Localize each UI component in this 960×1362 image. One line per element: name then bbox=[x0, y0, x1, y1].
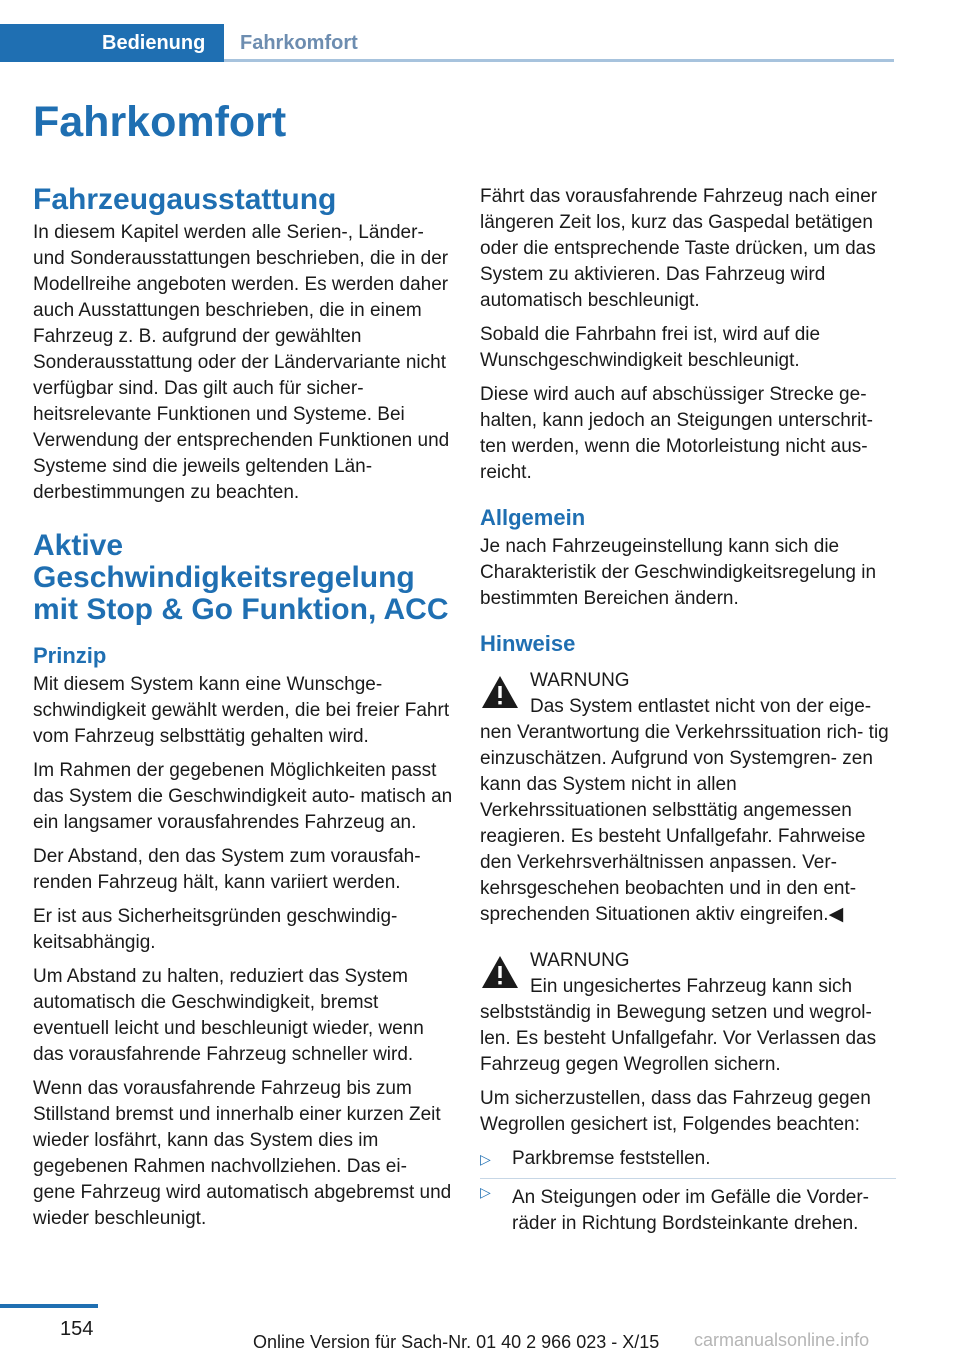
paragraph: Um sicherzustellen, dass das Fahrzeug gegen Wegrollen gesichert ist, Folgendes beachten: bbox=[480, 1088, 871, 1135]
list-item-text: Parkbremse feststellen. bbox=[512, 1148, 711, 1169]
warning-label: WARNUNG bbox=[530, 670, 630, 691]
paragraph: Er ist aus Sicherheitsgründen geschwindig- keitsabhängig. bbox=[33, 906, 398, 953]
list-item bbox=[480, 1178, 896, 1237]
bullet-list bbox=[480, 1146, 896, 1237]
section-text-fahrzeugausstattung: In diesem Kapitel werden alle Serien-, Länder- und Sonderausstattungen beschrieben, die in der Modellreihe angeboten werden. Es werden daher auch Ausstattungen beschrieben, die in einem Fahrzeug z. B. aufgrund der gewählten Sonderausstattung oder der Ländervariante nicht verfügbar sind. Das gilt auch für sicher- heitsrelevante Funktionen und Systeme. Bei Verwendung der entsprechenden Funktionen und Systeme sind die jeweils geltenden Län- derbestimmungen zu beachten. bbox=[33, 222, 450, 503]
header-tabbar bbox=[0, 24, 894, 62]
warning-text: Ein ungesichertes Fahrzeug kann sich selbstständig in Bewegung setzen und wegrol- len. Es besteht Unfallgefahr. Vor Verlassen das Fahrzeug gegen Wegrollen sichern. bbox=[480, 976, 877, 1075]
page-title: Fahrkomfort bbox=[33, 98, 287, 146]
subsection-title-prinzip: Prinzip bbox=[33, 643, 107, 668]
footer-text: Online Version für Sach-Nr. 01 40 2 966 023 - X/15 bbox=[253, 1332, 660, 1352]
subsection-title-hinweise: Hinweise bbox=[480, 631, 576, 656]
bullet-marker-icon: ▷ bbox=[480, 1184, 491, 1200]
paragraph: Wenn das vorausfahrende Fahrzeug bis zum Stillstand bremst und innerhalb einer kurzen Zeit wieder losfährt, kann das System dies im gegebenen Rahmen nachvollziehen. Das ei- gene Fahrzeug wird automatisch abgebremst und wieder beschleunigt. bbox=[33, 1078, 452, 1229]
allgemein-text: Je nach Fahrzeugeinstellung kann sich die Charakteristik der Geschwindigkeitsregelung in bestimmten Bereichen ändern. bbox=[480, 536, 877, 609]
warning-block-1 bbox=[480, 668, 896, 928]
bullet-marker-icon: ▷ bbox=[480, 1151, 491, 1167]
paragraph: Um Abstand zu halten, reduziert das System automatisch die Geschwindigkeit, bremst eventuell leicht und beschleunigt wieder, wenn das vorausfahrende Fahrzeug schneller wird. bbox=[33, 966, 424, 1065]
warning-text: Das System entlastet nicht von der eige- nen Verantwortung die Verkehrssituation rich- tig einzuschätzen. Aufgrund von Systemgren- zen kann das System nicht in allen Verkehrssituationen selbsttätig angemessen reagieren. Es besteht Unfallgefahr. Fahrweise den Verkehrsverhältnissen anpassen. Ver- kehrsgeschehen beobachten und in den ent- sprechenden Situationen aktiv eingreifen.◀ bbox=[480, 696, 889, 925]
paragraph: Sobald die Fahrbahn frei ist, wird auf die Wunschgeschwindigkeit beschleunigt. bbox=[480, 324, 821, 371]
footer-rule bbox=[0, 1304, 98, 1308]
warning-triangle-icon bbox=[480, 674, 520, 710]
tab-bedienung[interactable]: Bedienung bbox=[0, 24, 224, 62]
watermark: carmanualsonline.info bbox=[694, 1330, 870, 1350]
paragraph: Diese wird auch auf abschüssiger Strecke ge- halten, kann jedoch an Steigungen unterschrit- ten werden, wenn die Motorleistung nicht aus- reicht. bbox=[480, 384, 873, 483]
list-item bbox=[480, 1146, 896, 1172]
left-column bbox=[33, 184, 453, 1240]
right-column bbox=[480, 184, 896, 1243]
list-item-text: An Steigungen oder im Gefälle die Vorder- räder in Richtung Bordsteinkante drehen. bbox=[512, 1187, 869, 1234]
paragraph: Im Rahmen der gegebenen Möglichkeiten passt das System die Geschwindigkeit auto- matisch an ein langsamer vorausfahrendes Fahrzeug an. bbox=[33, 760, 453, 833]
warning-label: WARNUNG bbox=[530, 950, 630, 971]
paragraph: Fährt das vorausfahrende Fahrzeug nach einer längeren Zeit los, kurz das Gaspedal betätigen oder die entsprechende Taste drücken, um das System zu aktivieren. Das Fahrzeug wird automatisch beschleunigt. bbox=[480, 186, 878, 311]
subsection-title-allgemein: Allgemein bbox=[480, 505, 586, 530]
page-number: 154 bbox=[60, 1318, 94, 1340]
tab-underline bbox=[224, 59, 894, 62]
section-title-fahrzeugausstattung: Fahrzeugausstattung bbox=[33, 183, 337, 216]
paragraph: Der Abstand, den das System zum vorausfah- renden Fahrzeug hält, kann variiert werden. bbox=[33, 846, 421, 893]
section-title-acc: Aktive Geschwindigkeitsregelung mit Stop & Go Funktion, ACC bbox=[33, 529, 449, 626]
tab-fahrkomfort[interactable]: Fahrkomfort bbox=[240, 32, 358, 54]
warning-block-2 bbox=[480, 948, 896, 1078]
paragraph: Mit diesem System kann eine Wunschge- schwindigkeit gewählt werden, die bei freier Fahrt vom Fahrzeug selbsttätig gehalten wird. bbox=[33, 674, 450, 747]
warning-triangle-icon bbox=[480, 954, 520, 990]
